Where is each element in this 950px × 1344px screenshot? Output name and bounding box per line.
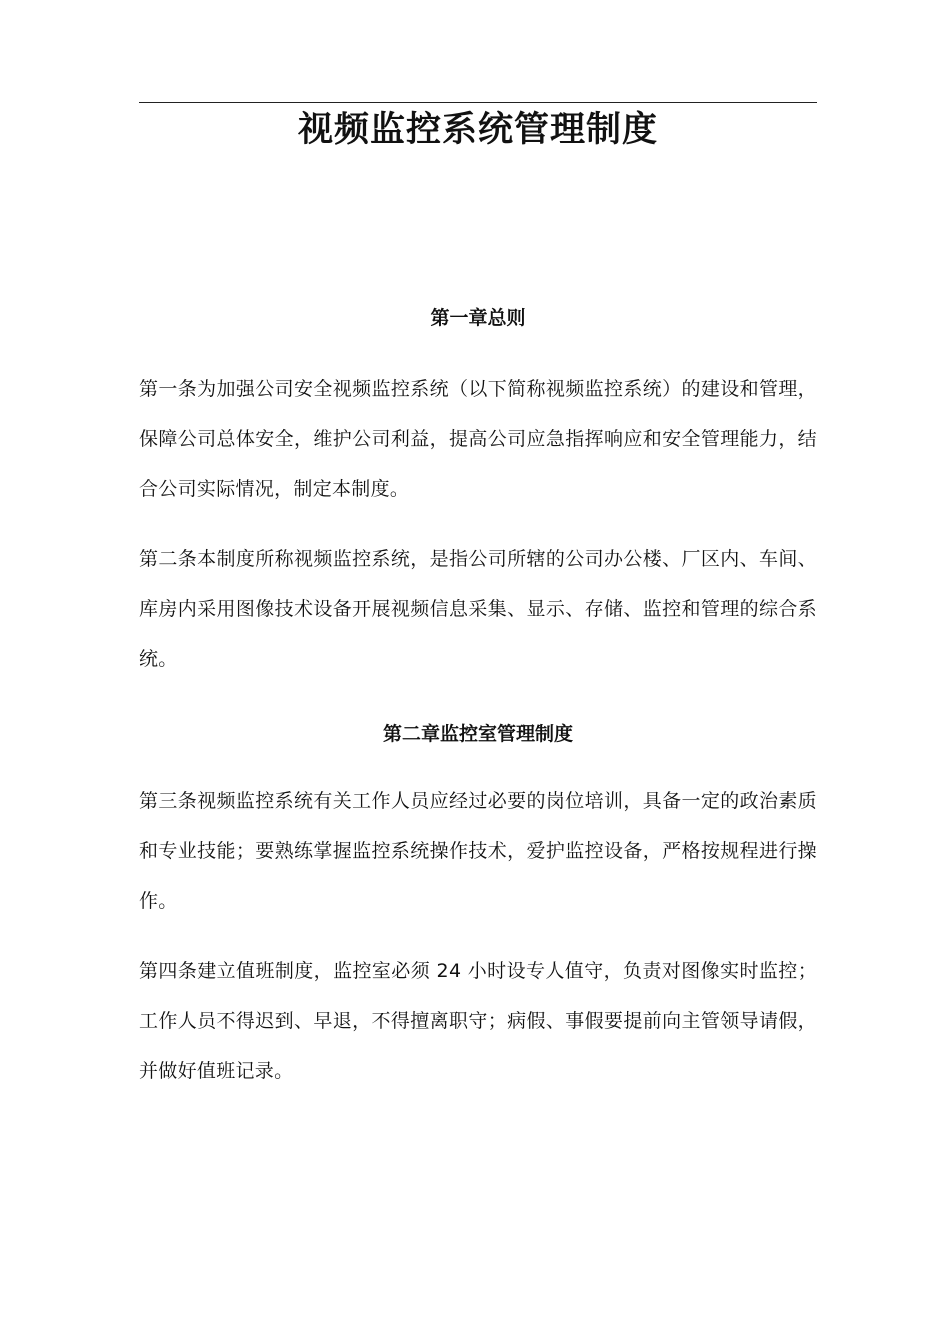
article-4: 第四条建立值班制度，监控室必须 24 小时设专人值守，负责对图像实时监控；工作人员不得迟到、早退，不得擅离职守；病假、事假要提前向主管领导请假，并做好值班记录。: [139, 960, 817, 1082]
document-page: [139, 0, 817, 1344]
article-2: 第二条本制度所称视频监控系统，是指公司所辖的公司办公楼、厂区内、车间、库房内采用图像技术设备开展视频信息采集、显示、存储、监控和管理的综合系统。: [139, 548, 817, 670]
article-1: 第一条为加强公司安全视频监控系统（以下简称视频监控系统）的建设和管理，保障公司总体安全，维护公司利益，提高公司应急指挥响应和安全管理能力，结合公司实际情况，制定本制度。: [139, 378, 817, 500]
document-title: 视频监控系统管理制度: [297, 110, 658, 150]
header-rule: [139, 102, 817, 103]
chapter-heading-1: 第一章总则: [430, 307, 526, 329]
chapter-heading-2: 第二章监控室管理制度: [382, 723, 573, 745]
article-3: 第三条视频监控系统有关工作人员应经过必要的岗位培训，具备一定的政治素质和专业技能；要熟练掌握监控系统操作技术，爱护监控设备，严格按规程进行操作。: [139, 790, 817, 912]
